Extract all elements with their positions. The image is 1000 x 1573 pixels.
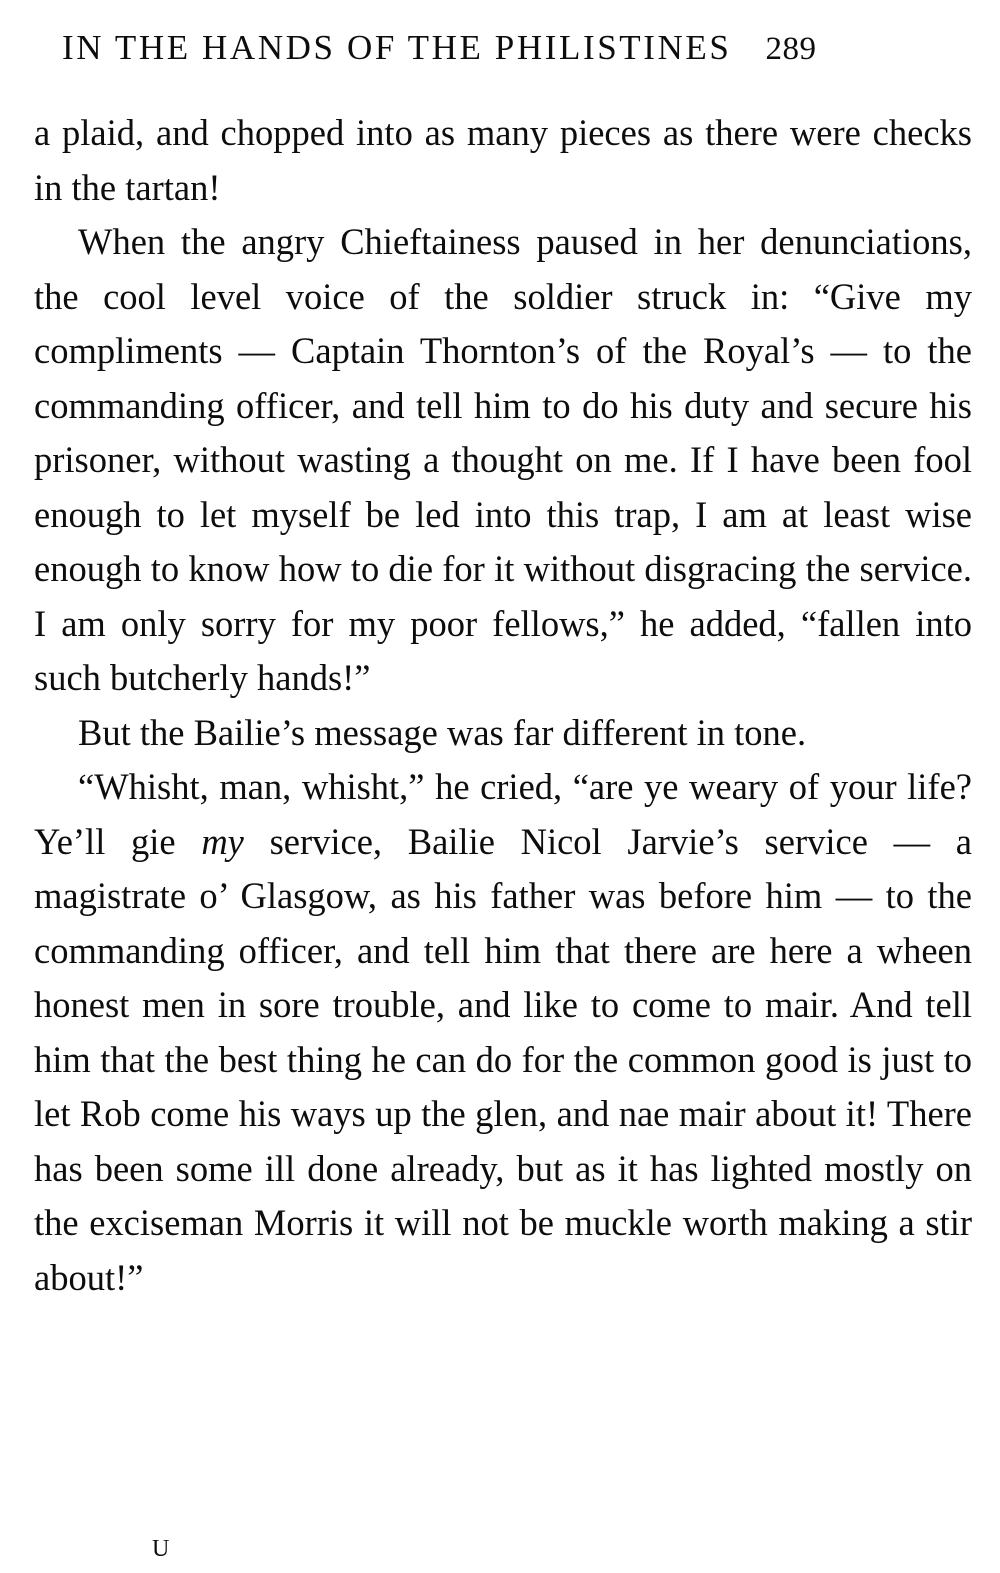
signature-mark: U [152,1536,171,1562]
paragraph-3: But the Bailie’s message was far different in tone. [78,711,807,753]
paragraph-4-part-1: “Whisht, man, whisht,” he cried, “are ye weary of your life? Ye’ll gie [34,766,972,862]
running-head [22,28,978,68]
body-text [22,106,978,1305]
paragraph-2: When the angry Chieftainess paused in her denunciations, the cool level voice of the soldier struck in: “Give my compliments — Captain Thornton’s of the Royal’s — to the commanding officer, and tell him to do his duty and secure his prisoner, without wasting a thought on me. If I have been fool enough to let myself be led into this trap, I am at least wise enough to know how to die for it without disgracing the service. I am only sorry for my poor fellows,” he added, “fallen into such butcherly hands!” [34,221,972,698]
paragraph-4 [34,760,972,1305]
paragraph-1: a plaid, and chopped into as many pieces as there were checks in the tartan! [34,112,972,208]
page-number: 289 [765,31,817,67]
running-head-title: IN THE HANDS OF THE PHILISTINES [62,28,732,67]
paragraph-4-emphasis: my [201,820,244,862]
paragraph-4-part-3: service, Bailie Nicol Jarvie’s service — a magistrate o’ Glasgow, as his father was before him — to the commanding officer, and tell him that there are here a wheen honest men in sore trouble, and like to come to mair. And tell him that the best thing he can do for the common good is just to let Rob come his ways up the glen, and nae mair about it! There has been some ill done already, but as it has lighted mostly on the exciseman Morris it will not be muckle worth making a stir about!” [34,820,972,1298]
